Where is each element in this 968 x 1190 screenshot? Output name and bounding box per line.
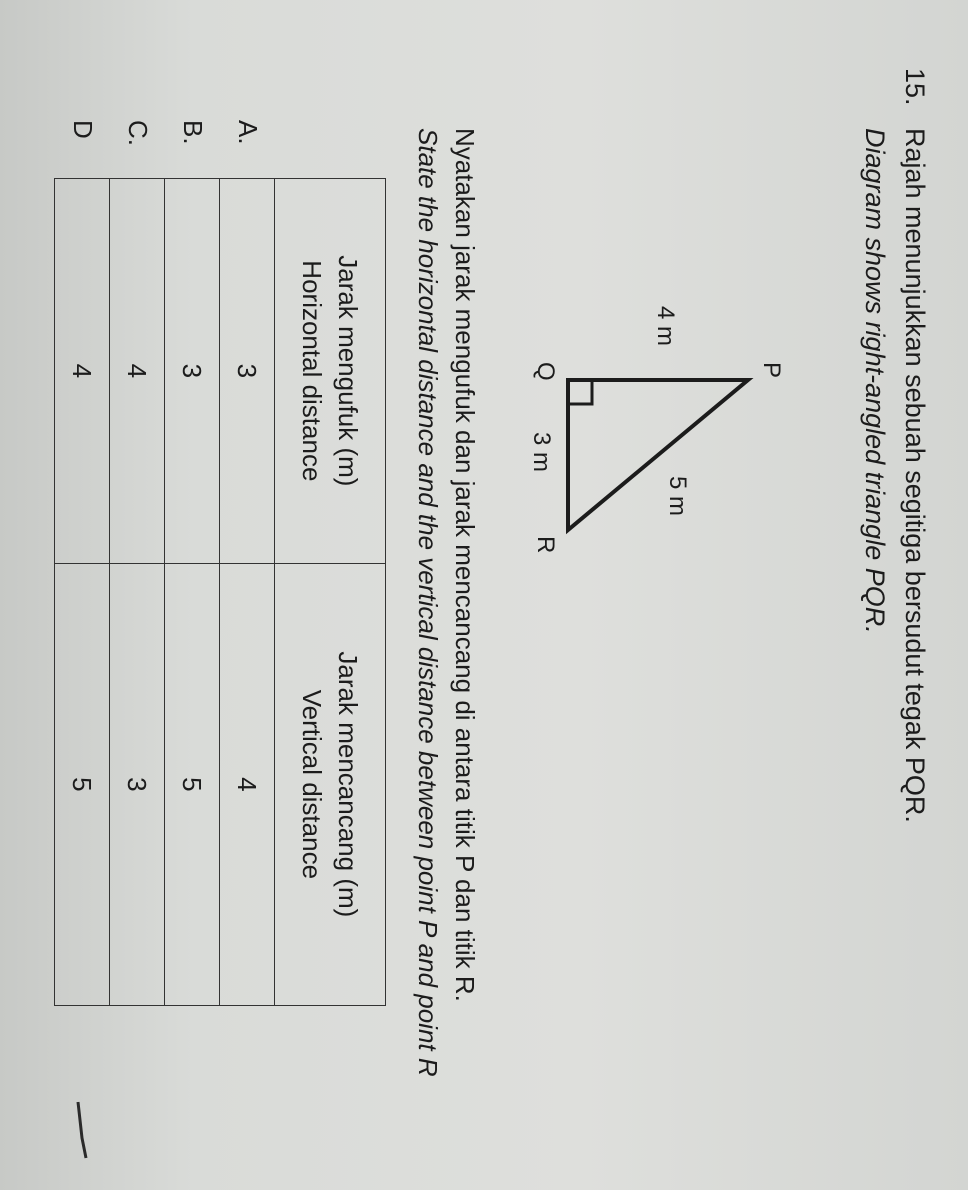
header-vertical (275, 563, 386, 1005)
side-pr-label: 5 m (664, 476, 691, 517)
table-row (55, 179, 110, 1006)
triangle-pqr (568, 380, 748, 530)
question-number: 15. (900, 68, 930, 106)
question-english: State the horizontal distance and the vertical distance between point P and point R (413, 128, 443, 1077)
row-a-vertical: 4 (220, 563, 275, 1005)
header-vertical-english: Vertical distance (297, 689, 327, 880)
vertex-p-label: P (758, 362, 785, 379)
vertex-q-label: Q (532, 362, 559, 381)
table-row (165, 179, 220, 1006)
row-b-horizontal: 3 (165, 179, 220, 564)
pencil-mark-icon (74, 1100, 88, 1160)
header-horizontal (275, 179, 386, 564)
vertex-r-label: R (532, 536, 559, 554)
header-horizontal-malay: Jarak mengufuk (m) (333, 255, 363, 487)
question-malay: Nyatakan jarak mengufuk dan jarak mencancang di antara titik P dan titik R. (450, 128, 480, 1002)
right-angle-marker (568, 380, 592, 404)
row-b-vertical: 5 (165, 563, 220, 1005)
row-d-horizontal: 4 (55, 179, 110, 564)
table-row (110, 179, 165, 1006)
side-pq-label: 4 m (652, 306, 679, 347)
table-row (220, 179, 275, 1006)
question-intro-english: Diagram shows right-angled triangle PQR. (860, 128, 890, 634)
question-intro-malay: Rajah menunjukkan sebuah segitiga bersudut tegak PQR. (900, 128, 930, 823)
triangle-svg (468, 300, 808, 660)
header-horizontal-english: Horizontal distance (297, 260, 327, 482)
row-a-horizontal: 3 (220, 179, 275, 564)
option-b-label: B. (178, 120, 208, 145)
row-c-horizontal: 4 (110, 179, 165, 564)
option-a-label: A. (233, 120, 263, 145)
triangle-diagram (468, 300, 808, 660)
header-vertical-malay: Jarak mencancang (m) (333, 651, 363, 918)
answer-table (54, 178, 386, 1006)
table-header-row (275, 179, 386, 1006)
row-c-vertical: 3 (110, 563, 165, 1005)
side-qr-label: 3 m (528, 432, 555, 473)
option-c-label: C. (123, 120, 153, 146)
row-d-vertical: 5 (55, 563, 110, 1005)
option-d-label: D (68, 120, 98, 139)
